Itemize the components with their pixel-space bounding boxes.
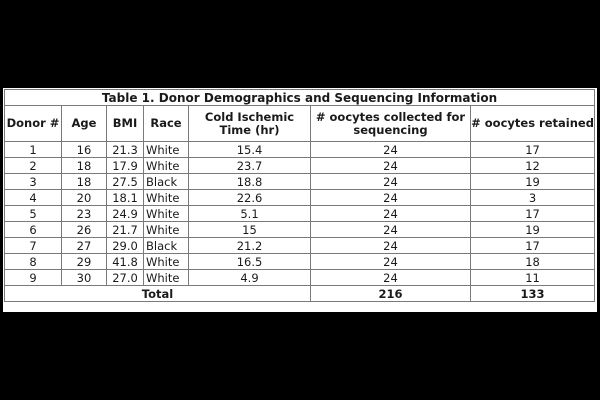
table-row — [5, 270, 595, 286]
cell-bmi: 21.7 — [107, 222, 144, 238]
table-row — [5, 158, 595, 174]
header-oocytes-retained: # oocytes retained — [471, 106, 595, 142]
cell-race: White — [144, 190, 189, 206]
cell-cold-ischemic-time: 16.5 — [189, 254, 311, 270]
cell-oocytes-collected: 24 — [311, 158, 471, 174]
cell-bmi: 27.0 — [107, 270, 144, 286]
total-row — [5, 286, 595, 302]
cell-bmi: 29.0 — [107, 238, 144, 254]
cell-bmi: 27.5 — [107, 174, 144, 190]
cell-cold-ischemic-time: 5.1 — [189, 206, 311, 222]
cell-oocytes-retained: 17 — [471, 206, 595, 222]
donor-demographics-table — [4, 89, 595, 302]
cell-oocytes-collected: 24 — [311, 190, 471, 206]
cell-oocytes-retained: 18 — [471, 254, 595, 270]
cell-cold-ischemic-time: 15.4 — [189, 142, 311, 158]
cell-donor: 4 — [5, 190, 62, 206]
cell-donor: 3 — [5, 174, 62, 190]
cell-donor: 2 — [5, 158, 62, 174]
cell-cold-ischemic-time: 22.6 — [189, 190, 311, 206]
cell-oocytes-retained: 11 — [471, 270, 595, 286]
cell-bmi: 17.9 — [107, 158, 144, 174]
table-row — [5, 254, 595, 270]
cell-race: Black — [144, 174, 189, 190]
total-label: Total — [5, 286, 311, 302]
cell-donor: 6 — [5, 222, 62, 238]
cell-age: 29 — [62, 254, 107, 270]
cell-race: White — [144, 158, 189, 174]
header-oocytes-collected: # oocytes collected for sequencing — [311, 106, 471, 142]
header-cold-ischemic-time: Cold Ischemic Time (hr) — [189, 106, 311, 142]
cell-donor: 1 — [5, 142, 62, 158]
header-row — [5, 106, 595, 142]
cell-oocytes-retained: 17 — [471, 238, 595, 254]
cell-age: 18 — [62, 174, 107, 190]
table-title: Table 1. Donor Demographics and Sequencing Information — [5, 90, 595, 106]
cell-age: 23 — [62, 206, 107, 222]
cell-age: 16 — [62, 142, 107, 158]
cell-donor: 5 — [5, 206, 62, 222]
cell-cold-ischemic-time: 18.8 — [189, 174, 311, 190]
cell-donor: 8 — [5, 254, 62, 270]
table-row — [5, 238, 595, 254]
header-donor: Donor # — [5, 106, 62, 142]
cell-donor: 9 — [5, 270, 62, 286]
cell-age: 27 — [62, 238, 107, 254]
table-panel — [3, 88, 597, 312]
cell-oocytes-retained: 19 — [471, 174, 595, 190]
cell-cold-ischemic-time: 15 — [189, 222, 311, 238]
cell-bmi: 18.1 — [107, 190, 144, 206]
cell-oocytes-collected: 24 — [311, 222, 471, 238]
cell-race: White — [144, 270, 189, 286]
cell-oocytes-retained: 17 — [471, 142, 595, 158]
cell-cold-ischemic-time: 4.9 — [189, 270, 311, 286]
cell-age: 26 — [62, 222, 107, 238]
cell-oocytes-collected: 24 — [311, 238, 471, 254]
cell-oocytes-collected: 24 — [311, 174, 471, 190]
cell-race: White — [144, 254, 189, 270]
cell-bmi: 41.8 — [107, 254, 144, 270]
cell-age: 18 — [62, 158, 107, 174]
cell-cold-ischemic-time: 23.7 — [189, 158, 311, 174]
table-row — [5, 142, 595, 158]
table-row — [5, 174, 595, 190]
cell-oocytes-retained: 3 — [471, 190, 595, 206]
cell-race: White — [144, 206, 189, 222]
table-row — [5, 190, 595, 206]
cell-donor: 7 — [5, 238, 62, 254]
cell-race: White — [144, 222, 189, 238]
cell-oocytes-collected: 24 — [311, 142, 471, 158]
cell-oocytes-collected: 24 — [311, 270, 471, 286]
cell-race: White — [144, 142, 189, 158]
table-row — [5, 206, 595, 222]
header-race: Race — [144, 106, 189, 142]
table-row — [5, 222, 595, 238]
cell-age: 20 — [62, 190, 107, 206]
cell-bmi: 21.3 — [107, 142, 144, 158]
cell-bmi: 24.9 — [107, 206, 144, 222]
total-oocytes-retained: 133 — [471, 286, 595, 302]
header-age: Age — [62, 106, 107, 142]
cell-oocytes-collected: 24 — [311, 254, 471, 270]
cell-oocytes-retained: 19 — [471, 222, 595, 238]
cell-oocytes-collected: 24 — [311, 206, 471, 222]
cell-cold-ischemic-time: 21.2 — [189, 238, 311, 254]
header-bmi: BMI — [107, 106, 144, 142]
total-oocytes-collected: 216 — [311, 286, 471, 302]
cell-age: 30 — [62, 270, 107, 286]
cell-race: Black — [144, 238, 189, 254]
cell-oocytes-retained: 12 — [471, 158, 595, 174]
